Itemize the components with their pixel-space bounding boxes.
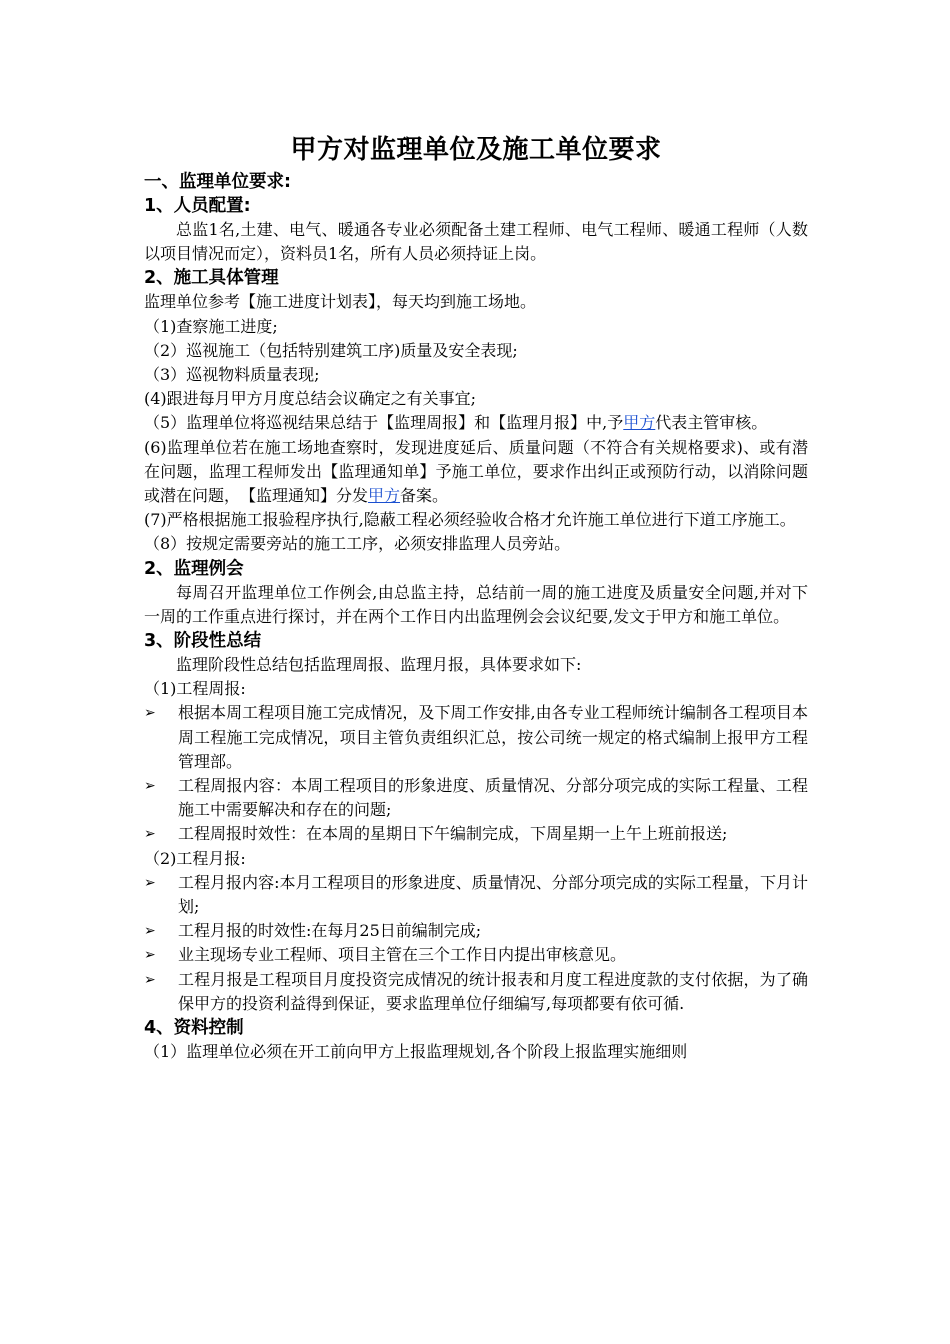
- arrow-bullet-icon: ➢: [144, 874, 156, 891]
- arrow-bullet-icon: ➢: [144, 947, 156, 964]
- item6-text-b: 备案。: [400, 486, 449, 506]
- paragraph-supervision-meeting: 每周召开监理单位工作例会,由总监主持，总结前一周的施工进度及质量安全问题,并对下一周的工作重点进行探讨，并在两个工作日内出监理例会会议纪要,发文于甲方和施工单位。: [144, 582, 808, 626]
- bullet-item: ➢ 工程月报的时效性:在每月25日前编制完成;: [144, 919, 808, 943]
- paragraph-document-control: （1）监理单位必须在开工前向甲方上报监理规划,各个阶段上报监理实施细则: [144, 1042, 688, 1062]
- arrow-bullet-icon: ➢: [144, 971, 156, 988]
- arrow-bullet-icon: ➢: [144, 705, 156, 722]
- bullet-item: ➢ 工程周报时效性：在本周的星期日下午编制完成，下周星期一上午上班前报送;: [144, 822, 808, 846]
- list-item: （2）巡视施工（包括特别建筑工序)质量及安全表现;: [144, 340, 518, 360]
- list-item-7: (7)严格根据施工报验程序执行,隐蔽工程必须经验收合格才允许施工单位进行下道工序施工。: [144, 510, 796, 530]
- list-item: (4)跟进每月甲方月度总结会议确定之有关事宜;: [144, 389, 477, 409]
- list-item-8: （8）按规定需要旁站的施工工序，必须安排监理人员旁站。: [144, 534, 571, 554]
- section-heading-supervision: 一、监理单位要求:: [144, 172, 291, 192]
- arrow-bullet-icon: ➢: [144, 778, 156, 795]
- party-a-link[interactable]: 甲方: [623, 413, 656, 433]
- heading-document-control: 4、资料控制: [144, 1018, 244, 1039]
- bullet-item: ➢ 业主现场专业工程师、项目主管在三个工作日内提出审核意见。: [144, 943, 808, 967]
- weekly-report-list: [144, 701, 808, 846]
- heading-staffing: 1、人员配置:: [144, 196, 251, 216]
- heading-supervision-meeting: 2、监理例会: [144, 558, 244, 579]
- heading-stage-summary: 3、阶段性总结: [144, 631, 262, 652]
- weekly-report-label: （1)工程周报:: [144, 679, 246, 699]
- document-title: 甲方对监理单位及施工单位要求: [290, 135, 662, 165]
- bullet-item: ➢ 工程周报内容：本周工程项目的形象进度、质量情况、分部分项完成的实际工程量、工程施工中需要解决和存在的问题;: [144, 776, 808, 820]
- heading-construction-management: 2、施工具体管理: [144, 268, 279, 289]
- monthly-report-label: （2)工程月报:: [144, 848, 246, 868]
- document-page: [144, 130, 808, 1064]
- paragraph-staffing: 总监1名,土建、电气、暖通各专业必须配备土建工程师、电气工程师、暖通工程师（人数以项目情况而定），资料员1名，所有人员必须持证上岗。: [144, 220, 808, 264]
- list-item-6: [144, 436, 808, 509]
- bullet-item: ➢ 工程月报内容:本月工程项目的形象进度、质量情况、分部分项完成的实际工程量，下月计划;: [144, 872, 808, 917]
- monthly-report-list: [144, 871, 808, 1016]
- item6-text-a: (6)监理单位若在施工场地查察时，发现进度延后、质量问题（不符合有关规格要求)、或有潜在问题，监理工程师发出【监理通知单】予施工单位，要求作出纠正或预防行动，以消除问题或潜在问题， 【监理通知】分发: [144, 437, 808, 506]
- list-item: （3）巡视物料质量表现;: [144, 365, 320, 385]
- list-item: （1)查察施工进度;: [144, 316, 278, 336]
- arrow-bullet-icon: ➢: [144, 826, 156, 843]
- bullet-item: ➢ 根据本周工程项目施工完成情况，及下周工作安排,由各专业工程师统计编制各工程项目本周工程施工完成情况，项目主管负责组织汇总，按公司统一规定的格式编制上报甲方工程管理部。: [144, 703, 808, 771]
- item5-text-a: （5）监理单位将巡视结果总结于【监理周报】和【监理月报】中,予: [144, 413, 624, 433]
- paragraph-stage-summary: 监理阶段性总结包括监理周报、监理月报，具体要求如下:: [176, 655, 582, 675]
- party-a-link[interactable]: 甲方: [368, 486, 401, 506]
- bullet-item: ➢ 工程月报是工程项目月度投资完成情况的统计报表和月度工程进度款的支付依据，为了确保甲方的投资利益得到保证，要求监理单位仔细编写,每项都要有依可循.: [144, 969, 808, 1013]
- paragraph-construction-management: 监理单位参考【施工进度计划表】，每天均到施工场地。: [144, 292, 537, 312]
- arrow-bullet-icon: ➢: [144, 923, 156, 940]
- list-item-5: [144, 411, 808, 435]
- item5-text-b: 代表主管审核。: [655, 413, 768, 433]
